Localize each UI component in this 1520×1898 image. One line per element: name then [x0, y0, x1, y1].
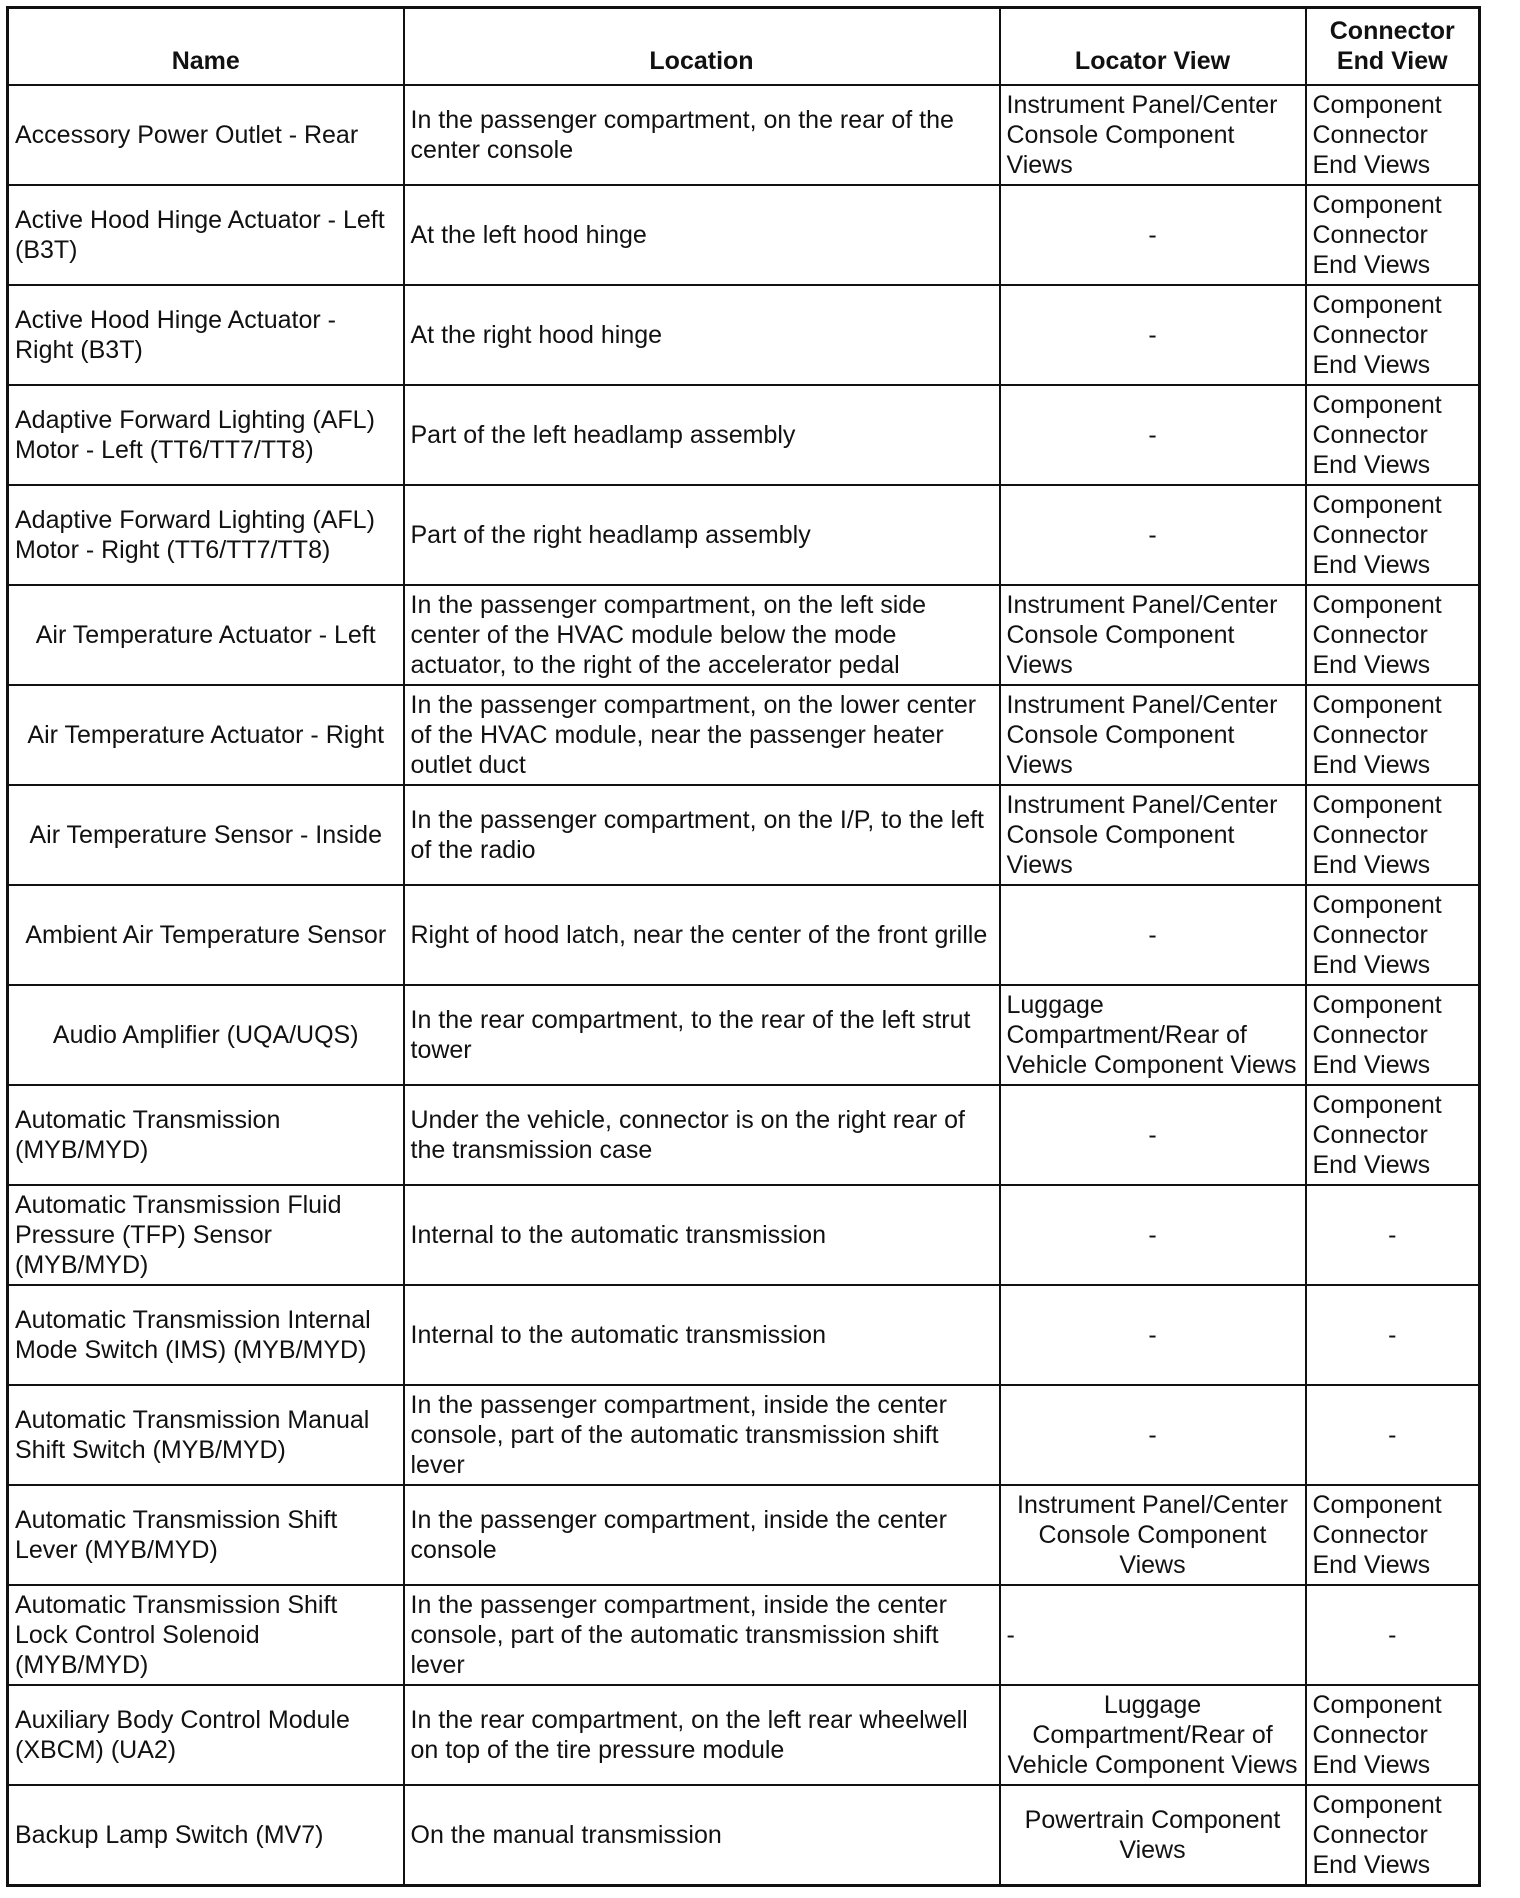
- name-cell: Automatic Transmission Shift Lock Control Solenoid (MYB/MYD): [8, 1585, 404, 1685]
- table-row: [8, 785, 1480, 885]
- location-cell: Under the vehicle, connector is on the right rear of the transmission case: [404, 1085, 1000, 1185]
- location-cell: Internal to the automatic transmission: [404, 1285, 1000, 1385]
- connector-end-view-cell: Component Connector End Views: [1306, 1085, 1480, 1185]
- connector-end-view-column-header: Connector End View: [1306, 8, 1480, 86]
- locator-view-cell: Instrument Panel/Center Console Component Views: [1000, 685, 1306, 785]
- connector-end-view-cell: Component Connector End Views: [1306, 1685, 1480, 1785]
- location-cell: In the passenger compartment, on the left side center of the HVAC module below the mode actuator, to the right of the accelerator pedal: [404, 585, 1000, 685]
- name-cell: Air Temperature Actuator - Right: [8, 685, 404, 785]
- table-row: [8, 1085, 1480, 1185]
- table-row: [8, 485, 1480, 585]
- locator-view-cell: -: [1000, 185, 1306, 285]
- location-cell: At the right hood hinge: [404, 285, 1000, 385]
- locator-view-cell: Instrument Panel/Center Console Component Views: [1000, 1485, 1306, 1585]
- name-cell: Automatic Transmission Internal Mode Switch (IMS) (MYB/MYD): [8, 1285, 404, 1385]
- name-cell: Accessory Power Outlet - Rear: [8, 85, 404, 185]
- connector-end-view-cell: Component Connector End Views: [1306, 1785, 1480, 1886]
- locator-view-cell: Instrument Panel/Center Console Component Views: [1000, 85, 1306, 185]
- table-row: [8, 1585, 1480, 1685]
- locator-view-cell: Powertrain Component Views: [1000, 1785, 1306, 1886]
- locator-view-cell: -: [1000, 1585, 1306, 1685]
- location-cell: In the passenger compartment, inside the center console: [404, 1485, 1000, 1585]
- connector-end-view-cell: -: [1306, 1585, 1480, 1685]
- locator-view-cell: -: [1000, 1285, 1306, 1385]
- connector-end-view-cell: Component Connector End Views: [1306, 485, 1480, 585]
- name-cell: Air Temperature Sensor - Inside: [8, 785, 404, 885]
- locator-view-cell: Instrument Panel/Center Console Component Views: [1000, 585, 1306, 685]
- table-row: [8, 385, 1480, 485]
- table-row: [8, 685, 1480, 785]
- connector-end-view-cell: Component Connector End Views: [1306, 885, 1480, 985]
- location-cell: In the passenger compartment, on the rear of the center console: [404, 85, 1000, 185]
- location-cell: At the left hood hinge: [404, 185, 1000, 285]
- connector-end-view-cell: -: [1306, 1185, 1480, 1285]
- name-cell: Ambient Air Temperature Sensor: [8, 885, 404, 985]
- locator-view-cell: Instrument Panel/Center Console Component Views: [1000, 785, 1306, 885]
- connector-end-view-cell: -: [1306, 1285, 1480, 1385]
- connector-end-view-cell: Component Connector End Views: [1306, 185, 1480, 285]
- name-cell: Audio Amplifier (UQA/UQS): [8, 985, 404, 1085]
- location-cell: Internal to the automatic transmission: [404, 1185, 1000, 1285]
- location-cell: In the passenger compartment, on the I/P, to the left of the radio: [404, 785, 1000, 885]
- name-cell: Adaptive Forward Lighting (AFL) Motor - Right (TT6/TT7/TT8): [8, 485, 404, 585]
- locator-view-cell: -: [1000, 1385, 1306, 1485]
- name-cell: Automatic Transmission Shift Lever (MYB/MYD): [8, 1485, 404, 1585]
- name-column-header: Name: [8, 8, 404, 86]
- locator-view-cell: -: [1000, 485, 1306, 585]
- connector-end-view-cell: Component Connector End Views: [1306, 785, 1480, 885]
- table-row: [8, 1185, 1480, 1285]
- locator-view-column-header: Locator View: [1000, 8, 1306, 86]
- locator-view-cell: Luggage Compartment/Rear of Vehicle Component Views: [1000, 1685, 1306, 1785]
- connector-end-view-cell: Component Connector End Views: [1306, 585, 1480, 685]
- name-cell: Automatic Transmission Manual Shift Switch (MYB/MYD): [8, 1385, 404, 1485]
- name-cell: Automatic Transmission Fluid Pressure (TFP) Sensor (MYB/MYD): [8, 1185, 404, 1285]
- name-cell: Automatic Transmission (MYB/MYD): [8, 1085, 404, 1185]
- connector-end-view-cell: Component Connector End Views: [1306, 985, 1480, 1085]
- location-cell: Part of the right headlamp assembly: [404, 485, 1000, 585]
- location-cell: Part of the left headlamp assembly: [404, 385, 1000, 485]
- name-cell: Air Temperature Actuator - Left: [8, 585, 404, 685]
- header-row: [8, 8, 1480, 86]
- connector-end-view-cell: -: [1306, 1385, 1480, 1485]
- connector-end-view-cell: Component Connector End Views: [1306, 1485, 1480, 1585]
- table-row: [8, 1685, 1480, 1785]
- location-column-header: Location: [404, 8, 1000, 86]
- name-cell: Adaptive Forward Lighting (AFL) Motor - Left (TT6/TT7/TT8): [8, 385, 404, 485]
- location-cell: In the rear compartment, on the left rear wheelwell on top of the tire pressure module: [404, 1685, 1000, 1785]
- table-row: [8, 1785, 1480, 1886]
- location-cell: In the passenger compartment, inside the center console, part of the automatic transmission shift lever: [404, 1585, 1000, 1685]
- connector-end-view-cell: Component Connector End Views: [1306, 385, 1480, 485]
- location-cell: In the passenger compartment, inside the center console, part of the automatic transmission shift lever: [404, 1385, 1000, 1485]
- locator-view-cell: -: [1000, 885, 1306, 985]
- location-cell: Right of hood latch, near the center of the front grille: [404, 885, 1000, 985]
- connector-end-view-cell: Component Connector End Views: [1306, 85, 1480, 185]
- connector-end-view-cell: Component Connector End Views: [1306, 685, 1480, 785]
- table-row: [8, 885, 1480, 985]
- location-cell: On the manual transmission: [404, 1785, 1000, 1886]
- name-cell: Auxiliary Body Control Module (XBCM) (UA2): [8, 1685, 404, 1785]
- table-row: [8, 85, 1480, 185]
- locator-view-cell: -: [1000, 1085, 1306, 1185]
- table-row: [8, 285, 1480, 385]
- location-cell: In the passenger compartment, on the lower center of the HVAC module, near the passenger heater outlet duct: [404, 685, 1000, 785]
- locator-view-cell: -: [1000, 1185, 1306, 1285]
- locator-view-cell: -: [1000, 385, 1306, 485]
- table-row: [8, 1385, 1480, 1485]
- name-cell: Active Hood Hinge Actuator - Right (B3T): [8, 285, 404, 385]
- table-row: [8, 985, 1480, 1085]
- table-row: [8, 1285, 1480, 1385]
- location-cell: In the rear compartment, to the rear of the left strut tower: [404, 985, 1000, 1085]
- locator-view-cell: -: [1000, 285, 1306, 385]
- name-cell: Active Hood Hinge Actuator - Left (B3T): [8, 185, 404, 285]
- table-row: [8, 585, 1480, 685]
- name-cell: Backup Lamp Switch (MV7): [8, 1785, 404, 1886]
- table-row: [8, 185, 1480, 285]
- connector-end-view-cell: Component Connector End Views: [1306, 285, 1480, 385]
- locator-view-cell: Luggage Compartment/Rear of Vehicle Component Views: [1000, 985, 1306, 1085]
- table-row: [8, 1485, 1480, 1585]
- component-locator-table: [6, 6, 1481, 1887]
